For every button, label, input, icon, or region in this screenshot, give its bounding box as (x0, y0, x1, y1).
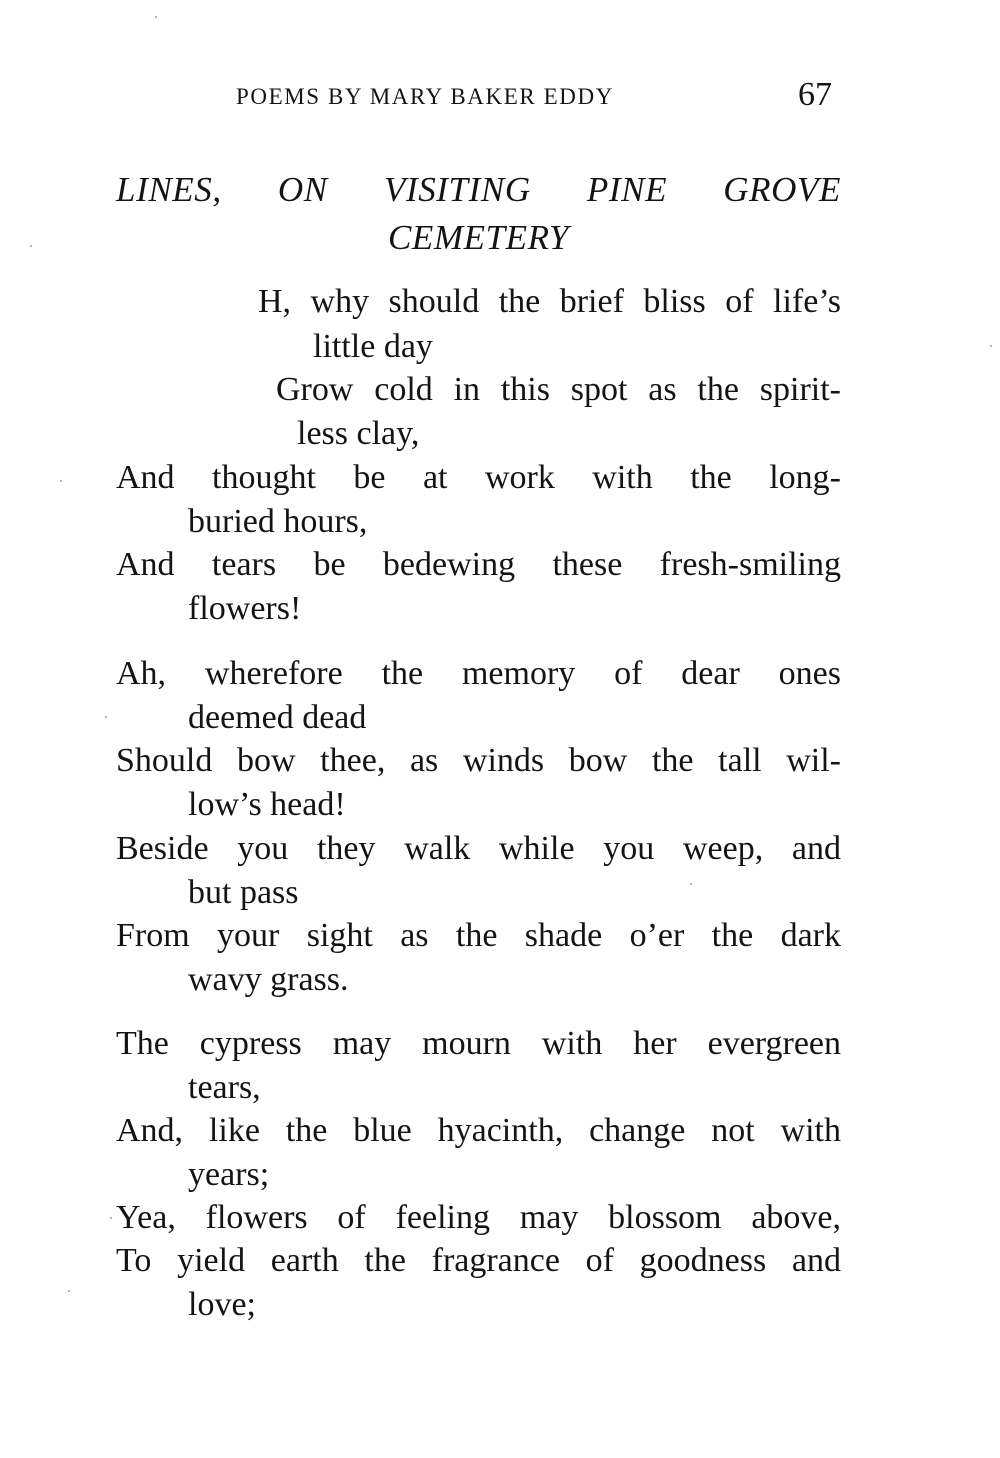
scan-speck (105, 716, 107, 718)
poem-title-line-1: LINES, ON VISITING PINE GROVE (116, 170, 841, 209)
poem-line: H, why should the brief bliss of life’s (258, 283, 841, 320)
scan-speck (155, 16, 157, 18)
poem-line: Should bow thee, as winds bow the tall wil- (116, 742, 841, 779)
poem-line: From your sight as the shade o’er the dark (116, 917, 841, 954)
poem-line-continuation: love; (188, 1286, 256, 1323)
scan-speck (68, 1290, 70, 1292)
scan-speck (990, 345, 992, 347)
poem-line-continuation: less clay, (297, 415, 420, 452)
poem-line-continuation: little day (313, 328, 433, 365)
poem-line: Beside you they walk while you weep, and (116, 830, 841, 867)
poem-line: And tears be bedewing these fresh-smiling (116, 546, 841, 583)
poem-line-continuation: but pass (188, 874, 299, 911)
poem-title-line-2: CEMETERY (387, 218, 570, 257)
poem-line-continuation: low’s head! (188, 786, 346, 823)
poem-line: Yea, flowers of feeling may blossom above, (116, 1199, 841, 1236)
page-number: 67 (798, 76, 832, 113)
poem-line: And, like the blue hyacinth, change not with (116, 1112, 841, 1149)
poem-line: To yield earth the fragrance of goodness and (116, 1242, 841, 1279)
scan-speck (690, 883, 692, 885)
poem-line: Ah, wherefore the memory of dear ones (116, 655, 841, 692)
poem-line-continuation: wavy grass. (188, 961, 349, 998)
running-head: POEMS BY MARY BAKER EDDY (236, 84, 614, 109)
poem-line-continuation: years; (188, 1156, 270, 1193)
scan-speck (60, 480, 62, 482)
poem-line: And thought be at work with the long- (116, 459, 841, 496)
poem-line: Grow cold in this spot as the spirit- (276, 371, 841, 408)
poem-line-continuation: deemed dead (188, 699, 367, 736)
poem-line-continuation: buried hours, (188, 503, 368, 540)
poem-line-continuation: tears, (188, 1069, 261, 1106)
poem-line-continuation: flowers! (188, 590, 302, 627)
scan-speck (110, 1217, 112, 1219)
poem-line: The cypress may mourn with her evergreen (116, 1025, 841, 1062)
scan-speck (30, 245, 32, 247)
